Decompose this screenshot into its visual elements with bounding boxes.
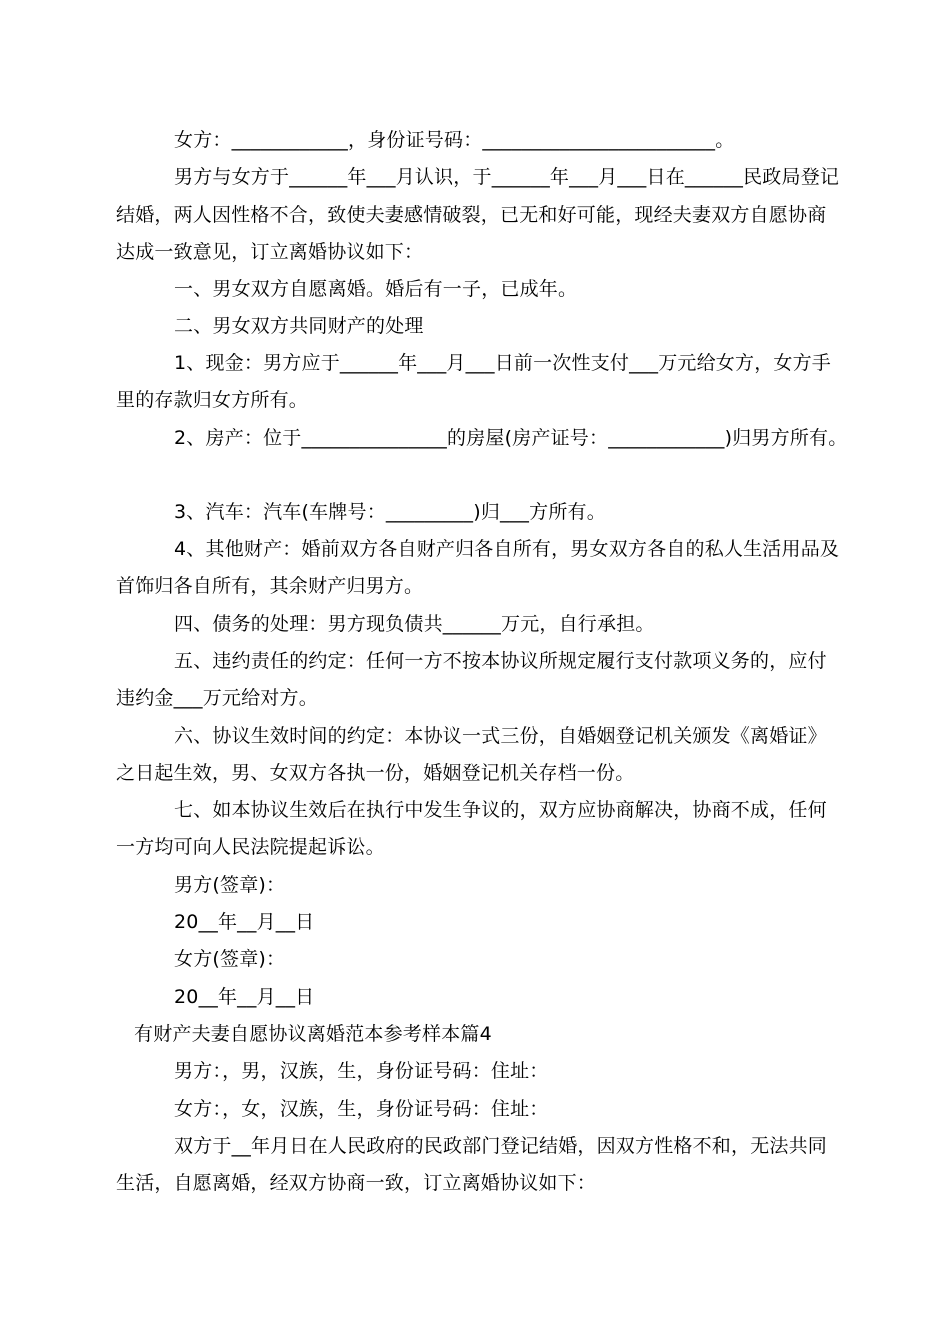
clause-1: 一、男女双方自愿离婚。婚后有一子，已成年。: [174, 278, 578, 300]
text-line-registration-cont: 生活，自愿离婚，经双方协商一致，订立离婚协议如下：: [116, 1172, 597, 1194]
text-line-woman-id: 女方：____________，身份证号码：________________________。: [174, 129, 735, 151]
section-title-4: 有财产夫妻自愿协议离婚范本参考样本篇4: [134, 1023, 492, 1045]
clause-7-dispute-cont: 一方均可向人民法院提起诉讼。: [116, 836, 385, 858]
text-line-marriage-reason: 结婚，两人因性格不合，致使夫妻感情破裂，已无和好可能，现经夫妻双方自愿协商: [116, 204, 827, 226]
woman-signature-date: 20__年__月__日: [174, 986, 315, 1008]
clause-5-breach: 五、违约责任的约定：任何一方不按本协议所规定履行支付款项义务的，应付: [174, 650, 827, 672]
woman-signature-label: 女方(签章)：: [174, 948, 286, 970]
text-line-marriage-date: 男方与女方于______年___月认识，于______年___月___日在______民政局登记: [174, 166, 840, 188]
clause-6-effective-cont: 之日起生效，男、女双方各执一份，婚姻登记机关存档一份。: [116, 762, 635, 784]
text-line-agreement-intro: 达成一致意见，订立离婚协议如下：: [116, 241, 424, 263]
text-line-woman-info: 女方：，女，汉族，生，身份证号码：住址：: [174, 1098, 549, 1120]
text-line-man-info: 男方：，男，汉族，生，身份证号码：住址：: [174, 1060, 549, 1082]
man-signature-label: 男方(签章)：: [174, 874, 286, 896]
clause-2-other-property-cont: 首饰归各自所有，其余财产归男方。: [116, 575, 424, 597]
clause-4-debt: 四、债务的处理：男方现负债共______万元，自行承担。: [174, 613, 655, 635]
man-signature-date: 20__年__月__日: [174, 911, 315, 933]
clause-7-dispute: 七、如本协议生效后在执行中发生争议的，双方应协商解决，协商不成，任何: [174, 799, 827, 821]
clause-2-cash: 1、现金：男方应于______年___月___日前一次性支付___万元给女方，女方手: [174, 352, 831, 374]
clause-6-effective: 六、协议生效时间的约定：本协议一式三份，自婚姻登记机关颁发《离婚证》: [174, 725, 827, 747]
text-line-registration: 双方于__年月日在人民政府的民政部门登记结婚，因双方性格不和，无法共同: [174, 1135, 828, 1157]
clause-2-house: 2、房产：位于_______________的房屋(房产证号：____________)归男方所有。: [174, 427, 848, 449]
clause-5-breach-cont: 违约金___万元给对方。: [116, 687, 318, 709]
clause-2-other-property: 4、其他财产：婚前双方各自财产归各自所有，男女双方各自的私人生活用品及: [174, 538, 840, 560]
clause-2-heading: 二、男女双方共同财产的处理: [174, 315, 424, 337]
clause-2-cash-cont: 里的存款归女方所有。: [116, 389, 309, 411]
clause-2-car: 3、汽车：汽车(车牌号：_________)归___方所有。: [174, 501, 606, 523]
